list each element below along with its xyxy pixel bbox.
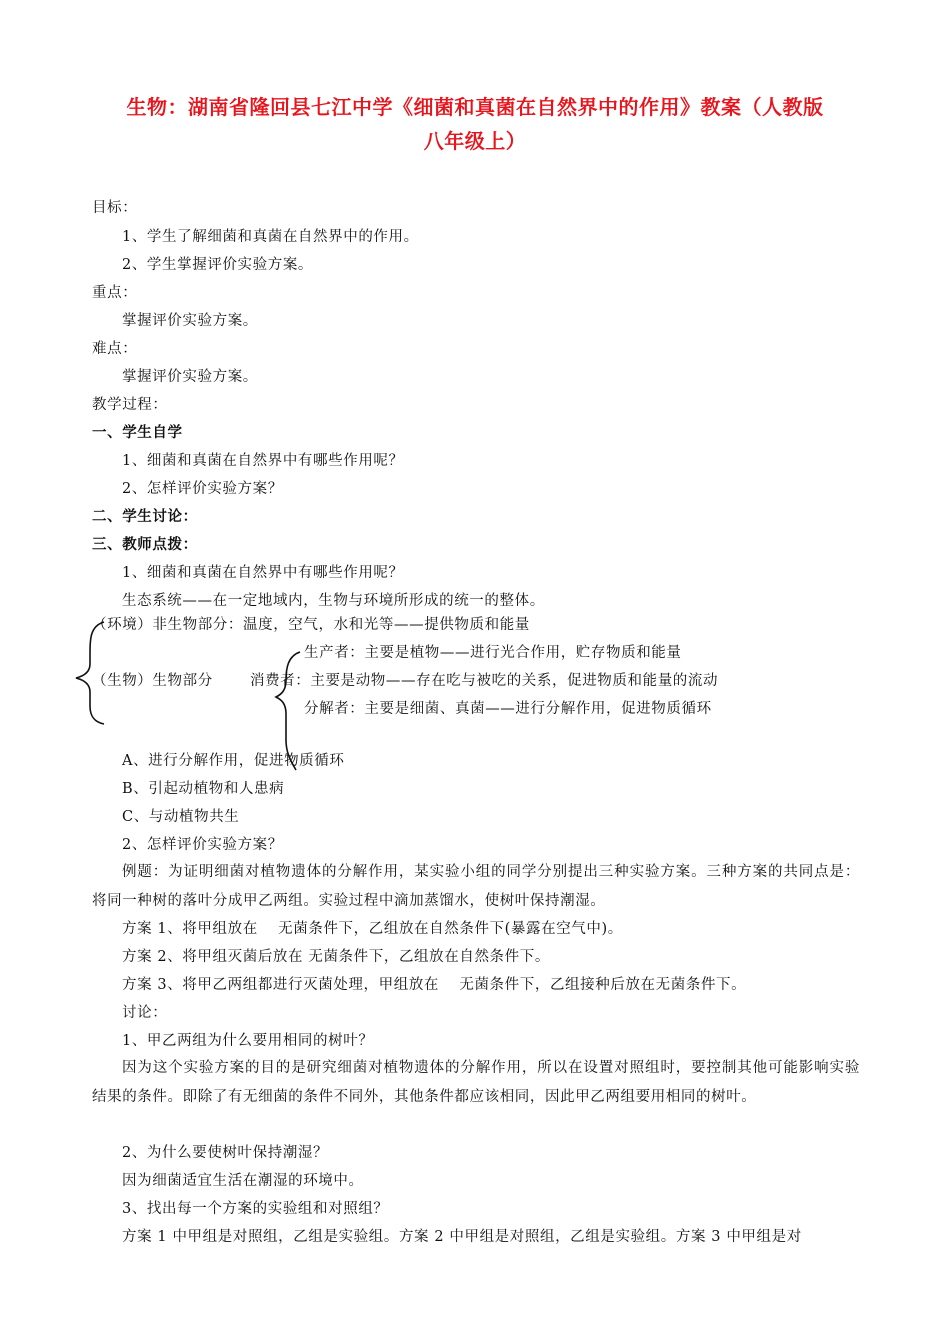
ecosystem-definition: 生态系统——在一定地域内，生物与环境所形成的统一的整体。 [122, 593, 545, 609]
section-heading-self-study: 一、学生自学 [92, 425, 183, 441]
discussion-answer-2: 因为细菌适宜生活在潮湿的环境中。 [122, 1173, 364, 1189]
environment-line: （环境）非生物部分：温度，空气，水和光等——提供物质和能量 [92, 617, 530, 633]
key-point-label: 重点： [92, 285, 138, 301]
discussion-question-2: 2、为什么要使树叶保持潮湿？ [122, 1145, 329, 1161]
role-item: C、与动植物共生 [122, 809, 240, 825]
document-title-line-2: 八年级上） [423, 129, 527, 153]
self-study-item: 2、怎样评价实验方案？ [122, 481, 283, 497]
discussion-question-1: 1、甲乙两组为什么要用相同的树叶？ [122, 1033, 374, 1049]
question-2: 2、怎样评价实验方案？ [122, 837, 283, 853]
self-study-item: 1、细菌和真菌在自然界中有哪些作用呢？ [122, 453, 404, 469]
process-label: 教学过程： [92, 397, 168, 413]
role-item: A、进行分解作用，促进物质循环 [122, 753, 345, 769]
discussion-answer-3: 方案 1 中甲组是对照组，乙组是实验组。方案 2 中甲组是对照组，乙组是实验组。方案 3 中甲组是对 [122, 1229, 802, 1245]
objective-item: 1、学生了解细菌和真菌在自然界中的作用。 [122, 229, 419, 245]
difficulty-text: 掌握评价实验方案。 [122, 369, 258, 385]
discussion-label: 讨论： [122, 1005, 168, 1021]
question-1: 1、细菌和真菌在自然界中有哪些作用呢？ [122, 565, 404, 581]
producer-line: 生产者：主要是植物——进行光合作用，贮存物质和能量 [304, 645, 682, 661]
section-heading-teacher-guidance: 三、教师点拨： [92, 537, 198, 553]
example-paragraph: 例题：为证明细菌对植物遗体的分解作用，某实验小组的同学分别提出三种实验方案。三种方案的共同点是：将同一种树的落叶分成甲乙两组。实验过程中滴加蒸馏水，使树叶保持潮湿。 [92, 864, 860, 909]
consumer-line: 消费者：主要是动物——存在吃与被吃的关系，促进物质和能量的流动 [250, 673, 719, 689]
plan-3: 方案 3、将甲乙两组都进行灭菌处理，甲组放在 无菌条件下，乙组接种后放在无菌条件下。 [122, 977, 747, 993]
document-title-line-1: 生物：湖南省隆回县七江中学《细菌和真菌在自然界中的作用》教案（人教版 [126, 95, 824, 119]
plan-2: 方案 2、将甲组灭菌后放在 无菌条件下，乙组放在自然条件下。 [122, 949, 550, 965]
role-item: B、引起动植物和人患病 [122, 781, 285, 797]
discussion-question-3: 3、找出每一个方案的实验组和对照组？ [122, 1201, 389, 1217]
objective-item: 2、学生掌握评价实验方案。 [122, 257, 314, 273]
difficulty-label: 难点： [92, 341, 138, 357]
discussion-answer-1: 因为这个实验方案的目的是研究细菌对植物遗体的分解作用，所以在设置对照组时，要控制其他可能影响实验结果的条件。即除了有无细菌的条件不同外，其他条件都应该相同，因此甲乙两组要用相同的树叶。 [92, 1060, 860, 1105]
section-heading-discussion: 二、学生讨论： [92, 509, 198, 525]
key-point-text: 掌握评价实验方案。 [122, 313, 258, 329]
decomposer-line: 分解者：主要是细菌、真菌——进行分解作用，促进物质循环 [304, 701, 712, 717]
plan-1: 方案 1、将甲组放在 无菌条件下，乙组放在自然条件下(暴露在空气中)。 [122, 921, 623, 937]
biological-part-label: （生物）生物部分 [92, 673, 213, 689]
objectives-label: 目标： [92, 200, 138, 216]
